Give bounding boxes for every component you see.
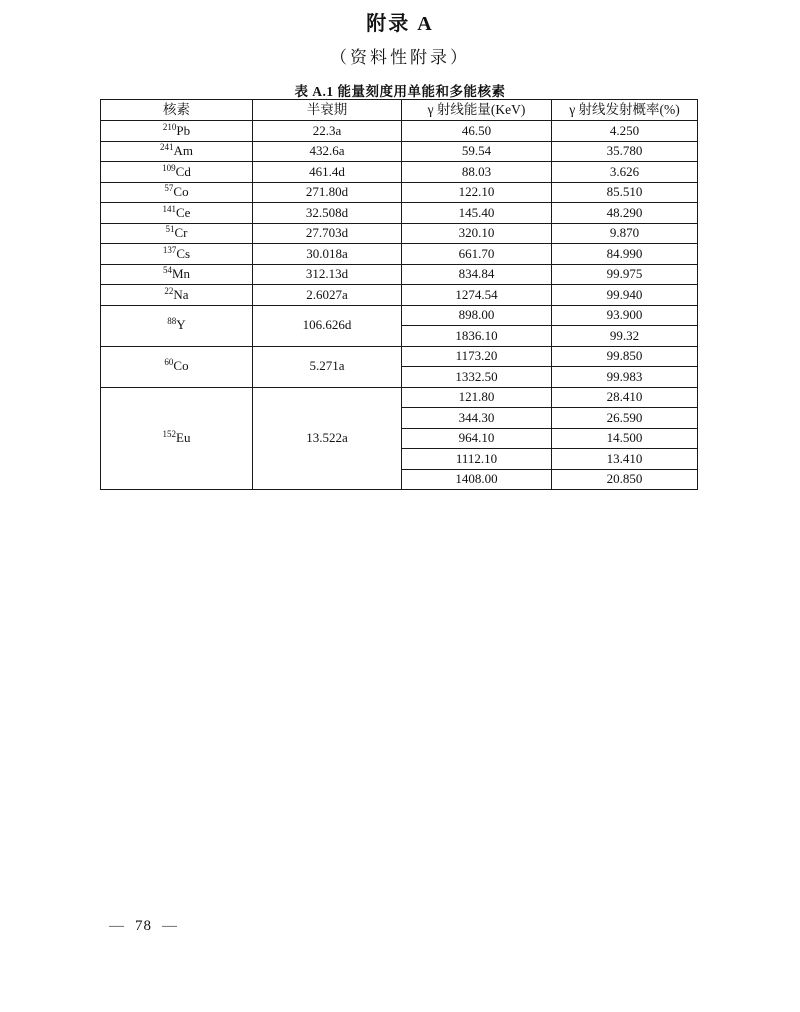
header-row (101, 100, 698, 121)
nuclide-cell: $^{141}$Ce (101, 203, 253, 224)
energy-cell: 320.10 (402, 223, 552, 244)
header-emission-probability: γ 射线发射概率(%) (552, 100, 698, 121)
nuclide-cell: $^{210}$Pb (101, 121, 253, 142)
table-row (101, 182, 698, 203)
table-row (101, 121, 698, 142)
nuclide-table-body (101, 121, 698, 490)
nuclide-cell: $^{109}$Cd (101, 162, 253, 183)
table-row (101, 223, 698, 244)
energy-cell: 964.10 (402, 428, 552, 449)
probability-cell: 99.940 (552, 285, 698, 306)
half-life-cell: 5.271a (253, 346, 402, 387)
energy-cell: 1836.10 (402, 326, 552, 347)
energy-cell: 344.30 (402, 408, 552, 429)
nuclide-cell: $^{60}$Co (101, 346, 253, 387)
nuclide-cell: $^{57}$Co (101, 182, 253, 203)
nuclide-mass-number: 152 (162, 429, 177, 440)
probability-cell: 85.510 (552, 182, 698, 203)
nuclide-cell: $^{51}$Cr (101, 223, 253, 244)
energy-cell: 661.70 (402, 244, 552, 265)
nuclide-table (100, 99, 698, 490)
nuclide-mass-number: 141 (162, 203, 177, 214)
nuclide-cell: $^{88}$Y (101, 305, 253, 346)
nuclide-mass-number: 60 (164, 357, 174, 368)
half-life-cell: 271.80d (253, 182, 402, 203)
table-row (101, 203, 698, 224)
probability-cell: 9.870 (552, 223, 698, 244)
probability-cell: 99.32 (552, 326, 698, 347)
energy-cell: 122.10 (402, 182, 552, 203)
probability-cell: 99.975 (552, 264, 698, 285)
energy-cell: 834.84 (402, 264, 552, 285)
probability-cell: 93.900 (552, 305, 698, 326)
nuclide-mass-number: 137 (162, 244, 177, 255)
energy-cell: 1332.50 (402, 367, 552, 388)
page-footer (99, 918, 188, 935)
nuclide-cell: $^{152}$Eu (101, 387, 253, 490)
table-row (101, 264, 698, 285)
probability-cell: 35.780 (552, 141, 698, 162)
nuclide-cell: $^{54}$Mn (101, 264, 253, 285)
energy-cell: 88.03 (402, 162, 552, 183)
nuclide-mass-number: 22 (164, 285, 174, 296)
energy-cell: 1112.10 (402, 449, 552, 470)
footer-page-number: 78 (135, 918, 152, 934)
table-row (101, 346, 698, 367)
energy-cell: 59.54 (402, 141, 552, 162)
probability-cell: 84.990 (552, 244, 698, 265)
energy-cell: 46.50 (402, 121, 552, 142)
energy-cell: 898.00 (402, 305, 552, 326)
header-gamma-energy: γ 射线能量(KeV) (402, 100, 552, 121)
nuclide-mass-number: 54 (162, 265, 172, 276)
header-nuclide: 核素 (101, 100, 253, 121)
energy-cell: 145.40 (402, 203, 552, 224)
half-life-cell: 27.703d (253, 223, 402, 244)
table-row (101, 244, 698, 265)
header-half-life: 半衰期 (253, 100, 402, 121)
table-row (101, 162, 698, 183)
table-row (101, 387, 698, 408)
probability-cell: 20.850 (552, 469, 698, 490)
half-life-cell: 106.626d (253, 305, 402, 346)
energy-cell: 1274.54 (402, 285, 552, 306)
probability-cell: 13.410 (552, 449, 698, 470)
half-life-cell: 312.13d (253, 264, 402, 285)
half-life-cell: 2.6027a (253, 285, 402, 306)
nuclide-cell: $^{241}$Am (101, 141, 253, 162)
footer-left-dash: — (109, 918, 125, 934)
probability-cell: 3.626 (552, 162, 698, 183)
nuclide-cell: $^{22}$Na (101, 285, 253, 306)
nuclide-mass-number: 88 (167, 316, 177, 327)
probability-cell: 48.290 (552, 203, 698, 224)
nuclide-mass-number: 210 (162, 121, 177, 132)
appendix-subtitle: （资料性附录） (330, 48, 470, 67)
energy-cell: 1173.20 (402, 346, 552, 367)
probability-cell: 26.590 (552, 408, 698, 429)
footer-right-dash: — (162, 918, 178, 934)
table-row (101, 141, 698, 162)
table-row (101, 305, 698, 326)
half-life-cell: 13.522a (253, 387, 402, 490)
appendix-title: 附录 A (366, 13, 434, 35)
energy-cell: 121.80 (402, 387, 552, 408)
half-life-cell: 30.018a (253, 244, 402, 265)
nuclide-cell: $^{137}$Cs (101, 244, 253, 265)
probability-cell: 99.983 (552, 367, 698, 388)
nuclide-mass-number: 109 (162, 162, 176, 173)
probability-cell: 4.250 (552, 121, 698, 142)
half-life-cell: 432.6a (253, 141, 402, 162)
nuclide-mass-number: 241 (160, 142, 174, 153)
nuclide-mass-number: 51 (165, 224, 175, 235)
half-life-cell: 22.3a (253, 121, 402, 142)
table-caption: 表 A.1 能量刻度用单能和多能核素 (294, 84, 506, 99)
half-life-cell: 32.508d (253, 203, 402, 224)
nuclide-table-header (101, 100, 698, 121)
half-life-cell: 461.4d (253, 162, 402, 183)
table-row (101, 285, 698, 306)
probability-cell: 28.410 (552, 387, 698, 408)
energy-cell: 1408.00 (402, 469, 552, 490)
probability-cell: 14.500 (552, 428, 698, 449)
nuclide-mass-number: 57 (164, 183, 174, 194)
probability-cell: 99.850 (552, 346, 698, 367)
